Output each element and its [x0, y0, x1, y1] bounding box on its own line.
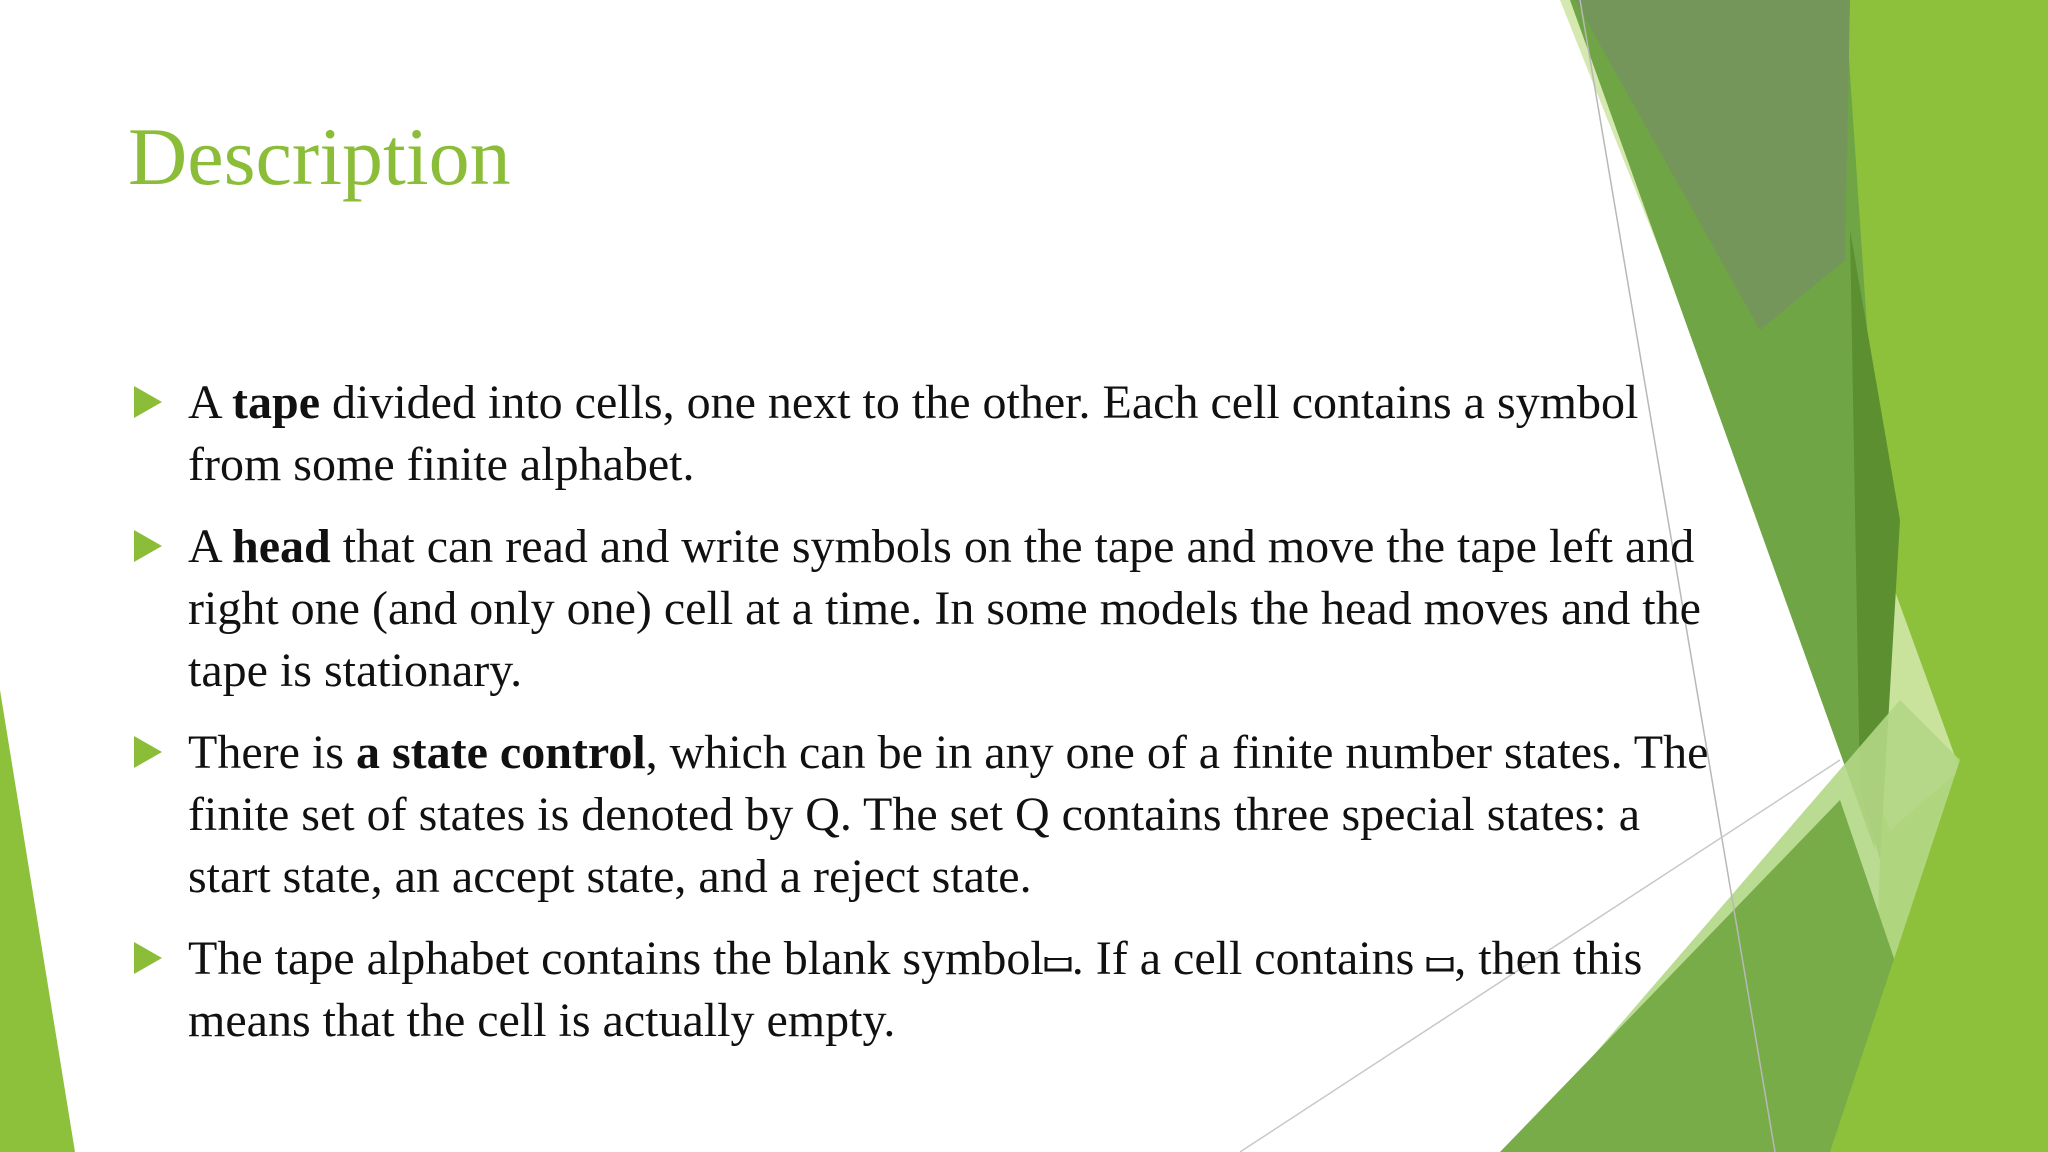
triangle-right-icon [134, 386, 162, 418]
bullet-item-tape [134, 372, 1734, 496]
slide-title: Description [128, 111, 511, 202]
bullet-text: A head that can read and write symbols on the tape and move the tape left and right one (and only one) cell at a time. In some models the head moves and the tape is stationary. [188, 520, 1701, 697]
triangle-right-icon [134, 530, 162, 562]
bullet-item-state-control [134, 722, 1734, 908]
triangle-right-icon [134, 942, 162, 974]
bold-term: head [232, 520, 331, 573]
blank-symbol-icon [1426, 953, 1454, 973]
bullet-item-head [134, 516, 1734, 702]
blank-symbol-icon [1044, 953, 1072, 973]
triangle-right-icon [134, 736, 162, 768]
bold-term: a state control [355, 726, 646, 779]
bullet-text: A tape divided into cells, one next to the other. Each cell contains a symbol from some finite alphabet. [188, 376, 1639, 491]
bullet-text: The tape alphabet contains the blank symbol . If a cell contains , then this means that the cell is actually empty. [188, 932, 1643, 1047]
bullet-item-blank-symbol [134, 928, 1734, 1052]
bullet-list [134, 372, 1734, 1072]
bullet-text: There is a state control, which can be in any one of a finite number states. The finite set of states is denoted by Q. The set Q contains three special states: a start state, an accept state, and a reject state. [188, 726, 1709, 903]
bold-term: tape [232, 376, 320, 429]
left-green-band [0, 690, 75, 1152]
